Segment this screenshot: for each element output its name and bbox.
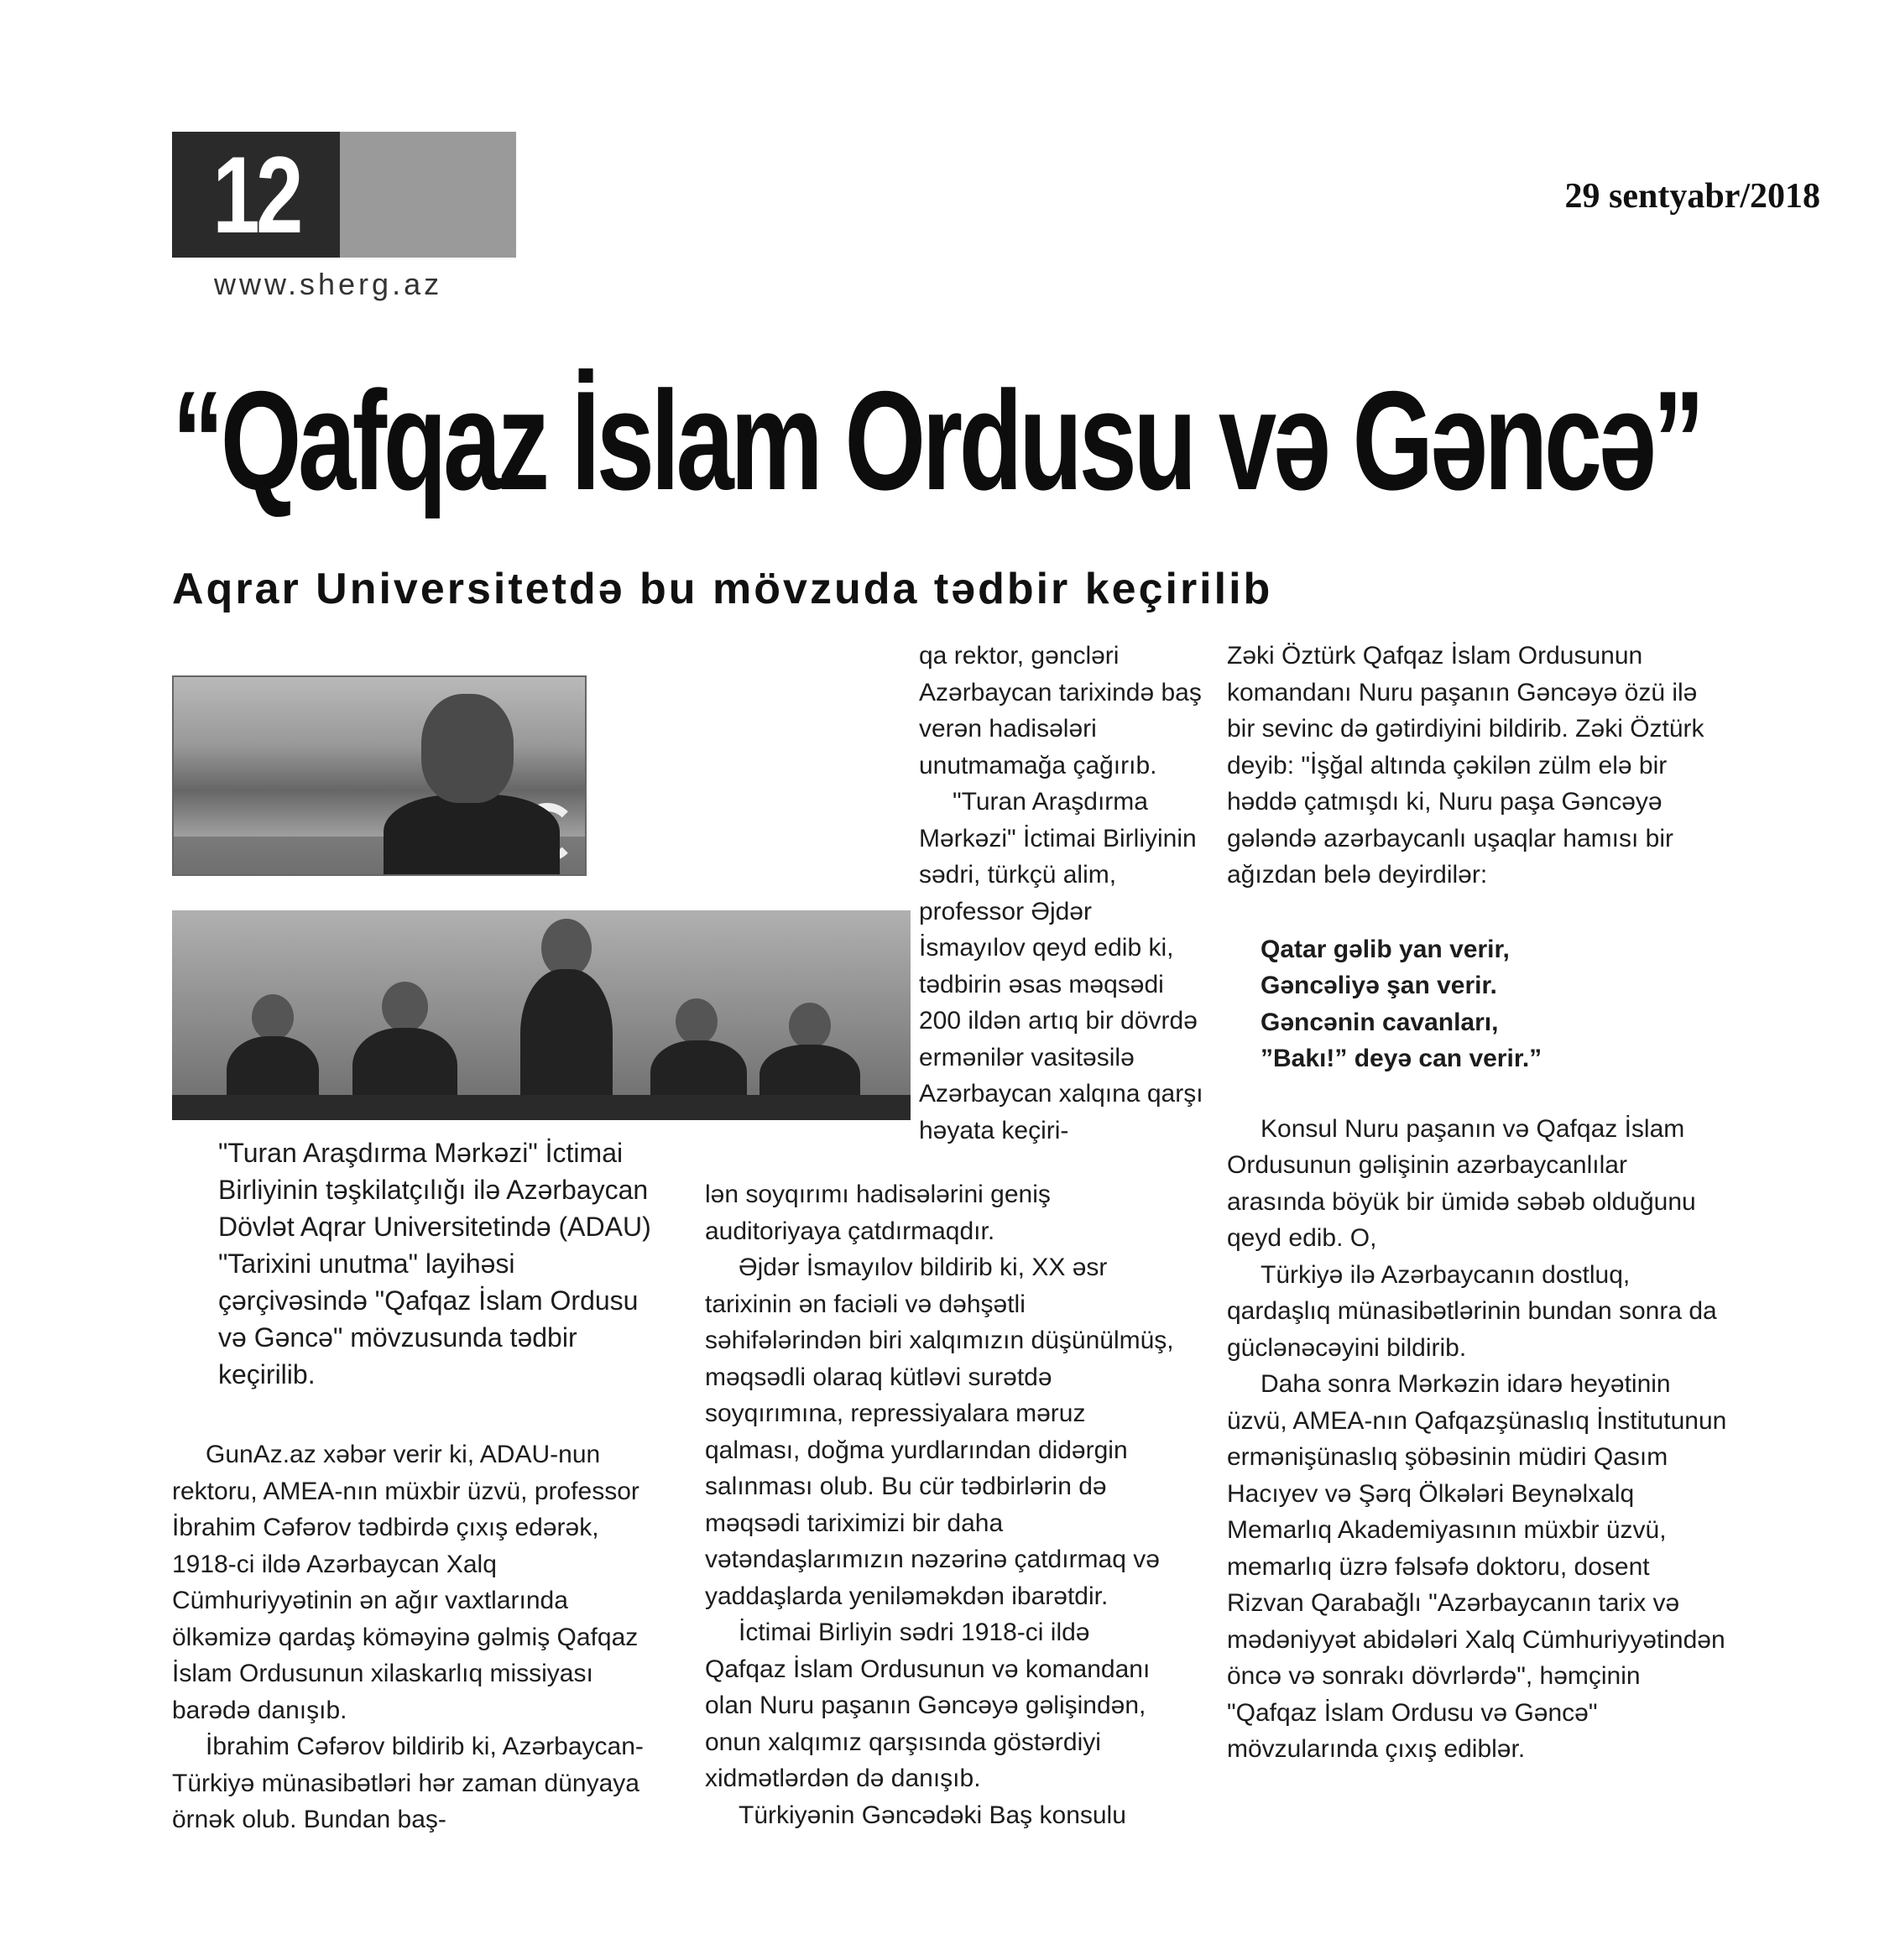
paragraph: GunAz.az xəbər verir ki, ADAU-nun rektoru, AMEA-nın müxbir üzvü, professor İbrahim Cəfərov tədbirdə çıxış edərək, 1918-ci ildə Azərbaycan Xalq Cümhuriyyətinin ən ağır vaxtlarında ölkəmizə qardaş köməyinə gəlmiş Qafqaz İslam Ordusunun xilaskarlıq missiyası barədə danışıb. [172,1441,639,1724]
conference-table [172,1095,911,1120]
portrait-photo [172,675,587,876]
page-number: 12 [212,133,300,256]
paragraph: Türkiyənin Gəncədəki Baş konsulu [739,1801,1126,1829]
headline: “Qafqaz İslam Ordusu və Gəncə” [172,362,1702,519]
seated-person-head [789,1003,831,1049]
column-3 [1227,638,1730,1768]
paragraph: "Turan Araşdırma Mərkəzi" İctimai Birliyinin sədri, türkçü alim, professor Əjdər İsmayılov qeyd edib ki, tədbirin əsas məqsədi 200 ildən artıq bir dövrdə ermənilər vasitəsilə Azərbaycan xalqına qarşı həyata keçiri- [919,788,1203,1144]
seated-person-head [676,998,718,1045]
seated-person-head [382,982,428,1032]
seated-person-head [252,994,294,1040]
lead-paragraph [218,1134,663,1393]
poem-line: ”Bakı!” deyə can verir.” [1261,1045,1542,1072]
conference-photo [172,910,911,1120]
poem-line: Gəncəliyə şan verir. [1261,972,1497,999]
paragraph: Əjdər İsmayılov bildirib ki, XX əsr tarixinin ən faciəli və dəhşətli səhifələrindən biri xalqımızın düşünülmüş, məqsədli olaraq kütləvi surətdə soyqırımına, repressiyalara məruz qalması, doğma yurdlarından didərgin salınması olub. Bu cür tədbirlərin də məqsədi tariximizi bir daha vətəndaşlarımızın nəzərinə çatdırmaq və yaddaşlarda yeniləməkdən ibarətdir. [705,1254,1174,1610]
poem [1261,931,1730,1077]
paragraph: Daha sonra Mərkəzin idarə heyətinin üzvü, AMEA-nın Qafqazşünaslıq İnstitutunun ermənişünaslıq şöbəsinin müdiri Qasım Hacıyev və Şərq Ölkələri Beynəlxalq Memarlıq Akademiyasının müxbir üzvü, memarlıq üzrə fəlsəfə doktoru, dosent Rizvan Qarabağlı "Azərbaycanın tarix və mədəniyyət abidələri Xalq Cümhuriyyətindən öncə və sonrakı dövrlərdə", həmçinin "Qafqaz İslam Ordusu və Gəncə" mövzularında çıxış ediblər. [1227,1370,1727,1763]
column-2-top [919,638,1204,1149]
paragraph: İbrahim Cəfərov bildirib ki, Azərbaycan-Türkiyə münasibətləri hər zaman dünyaya örnək olub. Bundan baş- [172,1733,644,1833]
poem-line: Qatar gəlib yan verir, [1261,935,1510,963]
website-url: www.sherg.az [214,267,443,301]
issue-date: 29 sentyabr/2018 [1564,177,1820,216]
lead-text: "Turan Araşdırma Mərkəzi" İctimai Birliyinin təşkilatçılığı ilə Azərbaycan Dövlət Aqrar Universitetində (ADAU) "Tarixini unutma" layihəsi çərçivəsində "Qafqaz İslam Ordusu və Gəncə" mövzusunda tədbir keçirilib. [218,1138,651,1389]
spacer [1227,1077,1730,1111]
paragraph: Türkiyə ilə Azərbaycanın dostluq, qardaşlıq münasibətlərinin bundan sonra da güclənəcəyini bildirib. [1227,1260,1717,1362]
speaker-figure [520,969,613,1112]
portrait-figure-body [384,795,560,876]
column-2-bottom [705,1176,1175,1833]
portrait-figure-head [421,694,514,803]
paragraph: lən soyqırımı hadisələrini geniş auditoriyaya çatdırmaqdır. [705,1181,1051,1245]
page-number-box [172,132,516,258]
paragraph: Zəki Öztürk Qafqaz İslam Ordusunun komandanı Nuru paşanın Gəncəyə özü ilə bir sevinc də gətirdiyini bildirib. Zəki Öztürk deyib: "İşğal altında çəkilən zülm elə bir həddə çatmışdı ki, Nuru paşa Gəncəyə gələndə azərbaycanlı uşaqlar hamısı bir ağızdan belə deyirdilər: [1227,642,1704,889]
paragraph: İctimai Birliyin sədri 1918-ci ildə Qafqaz İslam Ordusunun və komandanı olan Nuru paşanın Gəncəyə gəlişindən, onun xalqımız qarşısında göstərdiyi xidmətlərdən də danışıb. [705,1619,1151,1792]
paragraph: Konsul Nuru paşanın və Qafqaz İslam Ordusunun gəlişinin azərbaycanlılar arasında böyük bir ümidə səbəb olduğunu qeyd edib. O, [1227,1114,1696,1252]
column-1 [172,1436,667,1838]
poem-line: Gəncənin cavanları, [1261,1008,1499,1036]
subheadline: Aqrar Universitetdə bu mövzuda tədbir keçirilib [172,565,1273,613]
paragraph: qa rektor, gəncləri Azərbaycan tarixində baş verən hadisələri unutmamağa çağırıb. [919,642,1202,779]
